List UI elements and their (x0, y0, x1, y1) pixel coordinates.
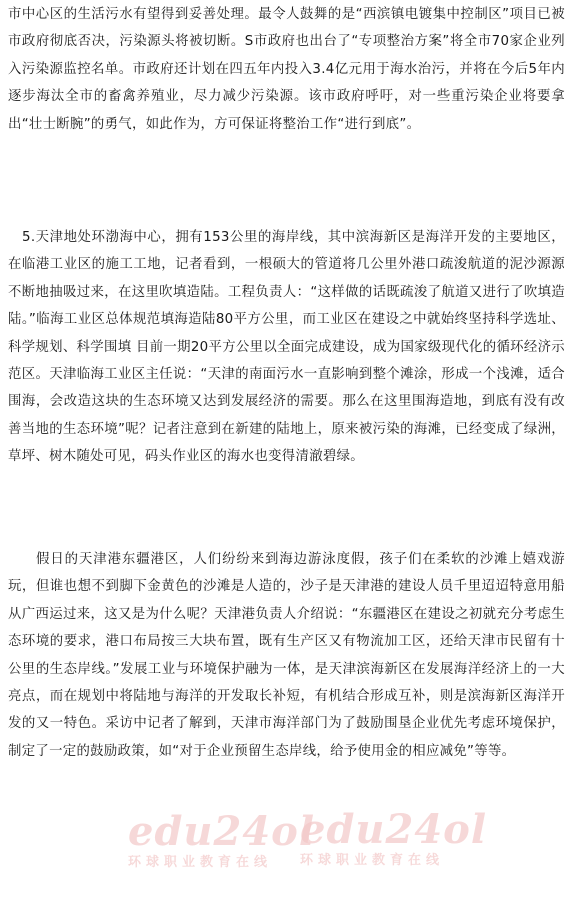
watermark-logo: edu24ol (300, 806, 488, 853)
watermark-left (128, 808, 316, 888)
paragraph-dongjiang-port: 假日的天津港东疆港区，人们纷纷来到海边游泳度假，孩子们在柔软的沙滩上嬉戏游玩，但谁也想不到脚下金黄色的沙滩是人造的，沙子是天津港的建设人员千里迢迢特意用船从广西运过来，这又是为什么呢？天津港负责人介绍说：“东疆港区在建设之初就充分考虑生态环境的要求，港口布局按三大块布置，既有生产区又有物流加工区，还给天津市民留有十公里的生态岸线。”发展工业与环境保护融为一体，是天津滨海新区在发展海洋经济上的一大亮点，而在规划中将陆地与海洋的开发取长补短，有机结合形成互补，则是滨海新区海洋开发的又一特色。采访中记者了解到，天津市海洋部门为了鼓励围垦企业优先考虑环境保护，制定了一定的鼓励政策，如“对于企业预留生态岸线，给予使用金的相应减免”等等。 (8, 552, 565, 759)
paragraph-tianjin-reclamation: 5.天津地处环渤海中心，拥有153公里的海岸线，其中滨海新区是海洋开发的主要地区，在临港工业区的施工工地，记者看到，一根硕大的管道将几公里外港口疏浚航道的泥沙源源不断地抽吸过来，在这里吹填造陆。工程负责人：“这样做的话既疏浚了航道又进行了吹填造陆。”临海工业区总体规范填海造陆80平方公里，而工业区在建设之中就始终坚持科学选址、科学规划、科学围填 目前一期20平方公里以全面完成建设，成为国家级现代化的循环经济示范区。天津临海工业区主任说：“天津的南面污水一直影响到整个滩涂，形成一个浅滩，适合围海，会改造这块的生态环境又达到发展经济的需要。那么在这里围海造地，到底有没有改善当地的生态环境”呢？记者注意到在新建的陆地上，原来被污染的海滩，已经变成了绿洲，草坪、树木随处可见，码头作业区的海水也变得清澈碧绿。 (8, 230, 565, 465)
paragraph-pollution-control: 市中心区的生活污水有望得到妥善处理。最令人鼓舞的是“西滨镇电镀集中控制区”项目已被市政府彻底否决，污染源头将被切断。S市政府也出台了“专项整治方案”将全市70家企业列入污染源监控名单。市政府还计划在四五年内投入3.4亿元用于海水治污，并将在今后5年内逐步海汰全市的畜禽养殖业，尽力减少污染源。该市政府呼吁，对一些重污染企业将要拿出“壮士断腕”的勇气，如此作为，方可保证将整治工作“进行到底”。 (8, 7, 565, 132)
watermark-right (300, 806, 500, 886)
watermark-logo: edu24ol (128, 808, 316, 855)
watermark-subtitle: 环球职业教育在线 (128, 855, 273, 870)
watermark-subtitle: 环球职业教育在线 (300, 853, 445, 868)
